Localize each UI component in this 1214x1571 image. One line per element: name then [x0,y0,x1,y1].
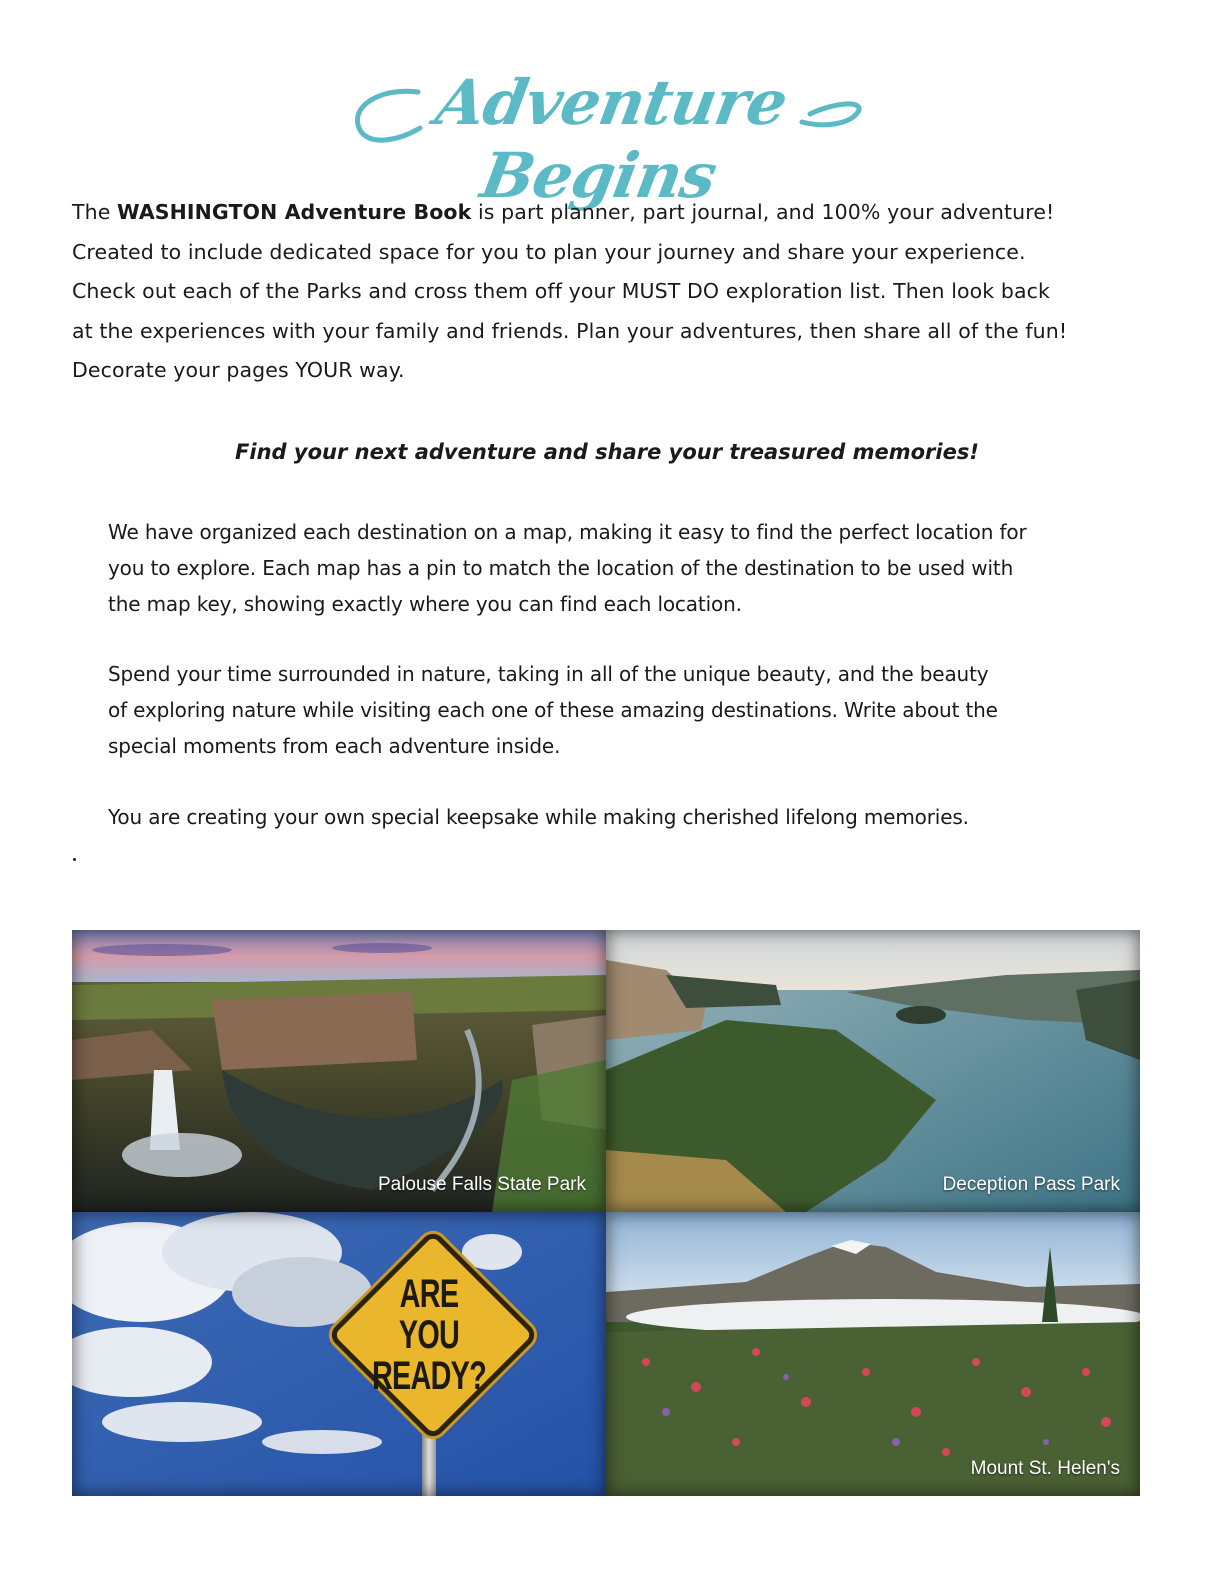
sign-line: YOU [398,1313,460,1357]
paragraph-line: You are creating your own special keepsake while making cherished lifelong memories. [108,805,969,829]
road-sign [334,1236,524,1426]
paragraph-line: the map key, showing exactly where you can find each location. [108,591,742,616]
intro-line: Decorate your pages YOUR way. [72,358,405,383]
photo-deception-pass [606,930,1140,1212]
forested-strait-image [606,930,1140,1212]
intro-line [72,193,1152,233]
photo-mount-st-helens [606,1212,1140,1496]
paragraph-line: special moments from each adventure inside. [108,733,561,758]
paragraph-line: We have organized each destination on a map, making it easy to find the perfect location for [108,520,1027,544]
tagline: Find your next adventure and share your treasured memories! [235,440,979,464]
photo-grid [72,930,1140,1496]
sign-pole [422,1432,436,1496]
intro-line: Created to include dedicated space for you to plan your journey and share your experience. [72,239,1026,264]
photo-caption: Palouse Falls State Park [377,1174,586,1195]
paragraph-line: you to explore. Each map has a pin to match the location of the destination to be used with [108,555,1014,580]
photo-palouse-falls [72,930,606,1212]
page-title-script [340,52,870,212]
paragraph-keepsake [108,800,1158,836]
photo-caption: Deception Pass Park [942,1174,1120,1195]
sign-text [361,1274,498,1397]
intro-line: Check out each of the Parks and cross them off your MUST DO exploration list. Then look back [72,279,1050,304]
intro-text: is part planner, part journal, and 100% your adventure! [471,200,1055,224]
page-title: Adventure Begins [430,66,793,212]
sign-line: READY? [371,1354,487,1398]
intro-line: at the experiences with your family and friends. Plan your adventures, then share all of the fun! [72,318,1068,343]
paragraph-nature [108,657,1158,764]
paragraph-line: of exploring nature while visiting each one of these amazing destinations. Write about the [108,697,998,722]
waterfall-canyon-image [72,930,606,1212]
intro-text: The [72,200,118,224]
stray-period-mark [73,858,76,861]
photo-caption: Mount St. Helen's [970,1458,1120,1479]
book-name: WASHINGTON Adventure Book [117,200,472,224]
sign-line: ARE [399,1272,459,1316]
photo-are-you-ready-sign [72,1212,606,1496]
paragraph-line: Spend your time surrounded in nature, taking in all of the unique beauty, and the beauty [108,662,989,686]
intro-paragraph [72,193,1152,391]
mountain-wildflowers-image [606,1212,1140,1496]
paragraph-map [108,515,1158,622]
